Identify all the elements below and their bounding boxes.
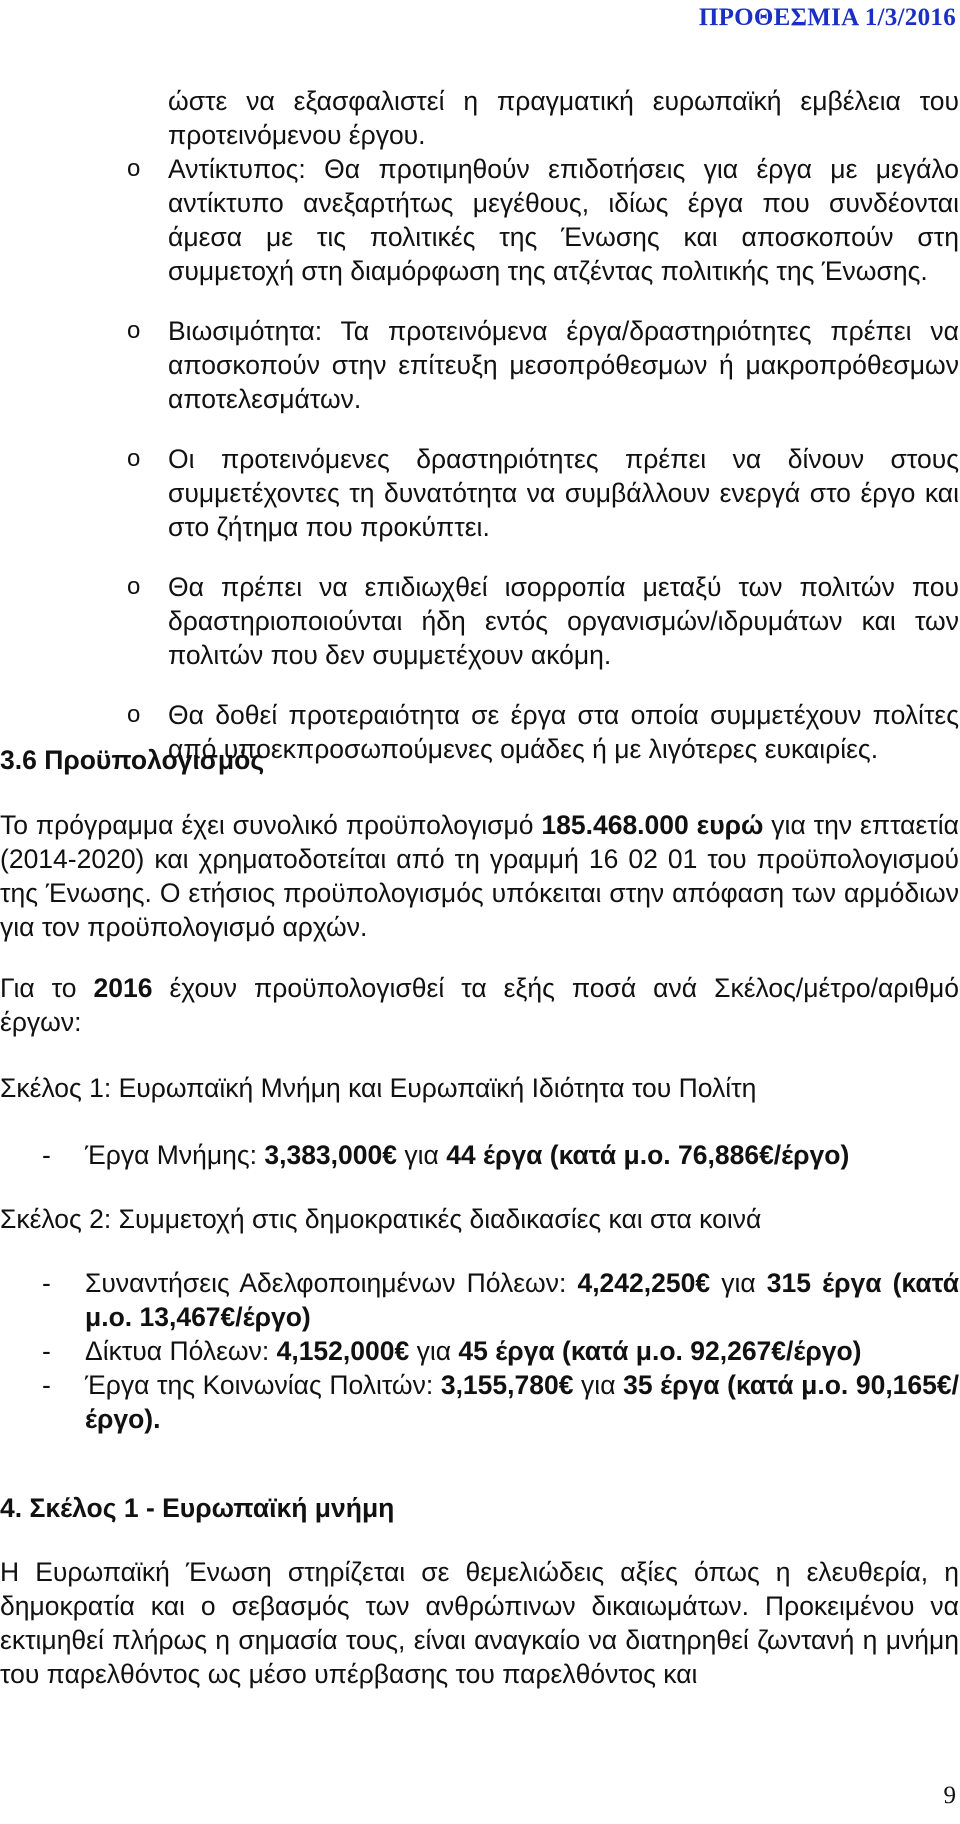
- continuation-paragraph: ώστε να εξασφαλιστεί η πραγματική ευρωπαϊκή εμβέλεια του προτεινόμενου έργου.: [168, 86, 959, 150]
- list-item: [0, 1266, 959, 1334]
- budget-paragraph: [0, 808, 959, 944]
- dash-marker: -: [42, 1370, 51, 1400]
- strand1-list: [0, 1138, 959, 1172]
- budget-text-cont: για την επταετία (2014-2020) και χρηματοδοτείται από τη γραμμή 16 02 01 του προϋπολογισμού της Ένωσης. Ο ετήσιος προϋπολογισμός υπόκειται στην απόφαση των αρμόδιων για τον προϋπολογισμό αρχών.: [0, 810, 959, 942]
- dash-marker: -: [42, 1140, 51, 1170]
- list-item: [0, 314, 959, 416]
- bullet-marker: o: [127, 155, 141, 182]
- budget-text: Το πρόγραμμα έχει συνολικό προϋπολογισμό: [0, 810, 542, 840]
- european-memory-paragraph: Η Ευρωπαϊκή Ένωση στηρίζεται σε θεμελιώδεις αξίες όπως η ελευθερία, η δημοκρατία και ο σεβασμός των ανθρώπινων δικαιωμάτων. Προκειμένου να εκτιμηθεί πλήρως η σημασία τους, είναι αναγκαίο να διατηρηθεί ζωντανή η μνήμη του παρελθόντος ως μέσο υπέρβασης του παρελθόντος και: [0, 1557, 959, 1689]
- strand2-title: Σκέλος 2: Συμμετοχή στις δημοκρατικές διαδικασίες και στα κοινά: [0, 1204, 762, 1234]
- list-item: [0, 1138, 959, 1172]
- bullet-marker: o: [127, 317, 141, 344]
- list-item: [0, 442, 959, 544]
- list-item-text: Αντίκτυπος: Θα προτιμηθούν επιδοτήσεις για έργα με μεγάλο αντίκτυπο ανεξαρτήτως μεγέθους, ιδίως έργα που συνδέονται άμεσα με τις πολιτικές της Ένωσης και αποσκοπούν στη συμμετοχή στη διαμόρφωση της ατζέντας πολιτικής της Ένωσης.: [168, 154, 959, 286]
- bullet-marker: o: [127, 701, 141, 728]
- section-heading-european-memory: 4. Σκέλος 1 - Ευρωπαϊκή μνήμη: [0, 1493, 395, 1523]
- item-amount: 4,242,250€: [577, 1268, 711, 1298]
- list-item: [0, 152, 959, 288]
- item-projects: 44 έργα (κατά μ.ο. 76,886€/έργο): [446, 1140, 850, 1170]
- section-heading-budget: 3.6 Προϋπολογισμός: [0, 745, 265, 775]
- item-amount: 3,155,780€: [440, 1370, 574, 1400]
- item-projects: 315 έργα (κατά μ.ο. 13,467€/έργο): [85, 1268, 959, 1332]
- budget-amount: 185.468.000 ευρώ: [541, 810, 764, 840]
- item-connector: για: [397, 1140, 447, 1170]
- dash-marker: -: [42, 1268, 51, 1298]
- strand1-title: Σκέλος 1: Ευρωπαϊκή Μνήμη και Ευρωπαϊκή Ιδιότητα του Πολίτη: [0, 1073, 757, 1103]
- list-item-text: Θα πρέπει να επιδιωχθεί ισορροπία μεταξύ των πολιτών που δραστηριοποιούνται ήδη εντός οργανισμών/ιδρυμάτων και των πολιτών που δεν συμμετέχουν ακόμη.: [168, 572, 959, 670]
- item-projects: 45 έργα (κατά μ.ο. 92,267€/έργο): [458, 1336, 862, 1366]
- deadline-header: ΠΡΟΘΕΣΜΙΑ 1/3/2016: [698, 4, 956, 31]
- allocation-text: Για το: [0, 973, 94, 1003]
- list-item-text: Οι προτεινόμενες δραστηριότητες πρέπει να δίνουν στους συμμετέχοντες τη δυνατότητα να συμβάλλουν ενεργά στο έργο και στο ζήτημα που προκύπτει.: [168, 444, 959, 542]
- item-label: Έργα της Κοινωνίας Πολιτών:: [85, 1370, 441, 1400]
- page-number: 9: [943, 1782, 956, 1809]
- allocation-paragraph: [0, 971, 959, 1039]
- list-item-text: Θα δοθεί προτεραιότητα σε έργα στα οποία συμμετέχουν πολίτες από υποεκπροσωπούμενες ομάδες ή με λιγότερες ευκαιρίες.: [168, 700, 959, 764]
- item-label: Δίκτυα Πόλεων:: [85, 1336, 277, 1366]
- item-amount: 3,383,000€: [264, 1140, 397, 1170]
- item-connector: για: [710, 1268, 767, 1298]
- list-item: [0, 1368, 959, 1436]
- strand2-list: [0, 1266, 959, 1436]
- criteria-list: [0, 152, 960, 792]
- item-connector: για: [409, 1336, 459, 1366]
- allocation-year: 2016: [93, 973, 153, 1003]
- item-projects: 35 έργα (κατά μ.ο. 90,165€/έργο).: [85, 1370, 959, 1434]
- item-amount: 4,152,000€: [276, 1336, 410, 1366]
- allocation-text-cont: έχουν προϋπολογισθεί τα εξής ποσά ανά Σκέλος/μέτρο/αριθμό έργων:: [0, 973, 959, 1037]
- list-item: [0, 1334, 959, 1368]
- item-label: Συναντήσεις Αδελφοποιημένων Πόλεων:: [85, 1268, 578, 1298]
- item-label: Έργα Μνήμης:: [85, 1140, 265, 1170]
- bullet-marker: o: [127, 445, 141, 472]
- list-item: [0, 570, 959, 672]
- item-connector: για: [573, 1370, 624, 1400]
- dash-marker: -: [42, 1336, 51, 1366]
- list-item-text: Βιωσιμότητα: Τα προτεινόμενα έργα/δραστηριότητες πρέπει να αποσκοπούν στην επίτευξη μεσοπρόθεσμων ή μακροπρόθεσμων αποτελεσμάτων.: [168, 316, 959, 414]
- bullet-marker: o: [127, 573, 141, 600]
